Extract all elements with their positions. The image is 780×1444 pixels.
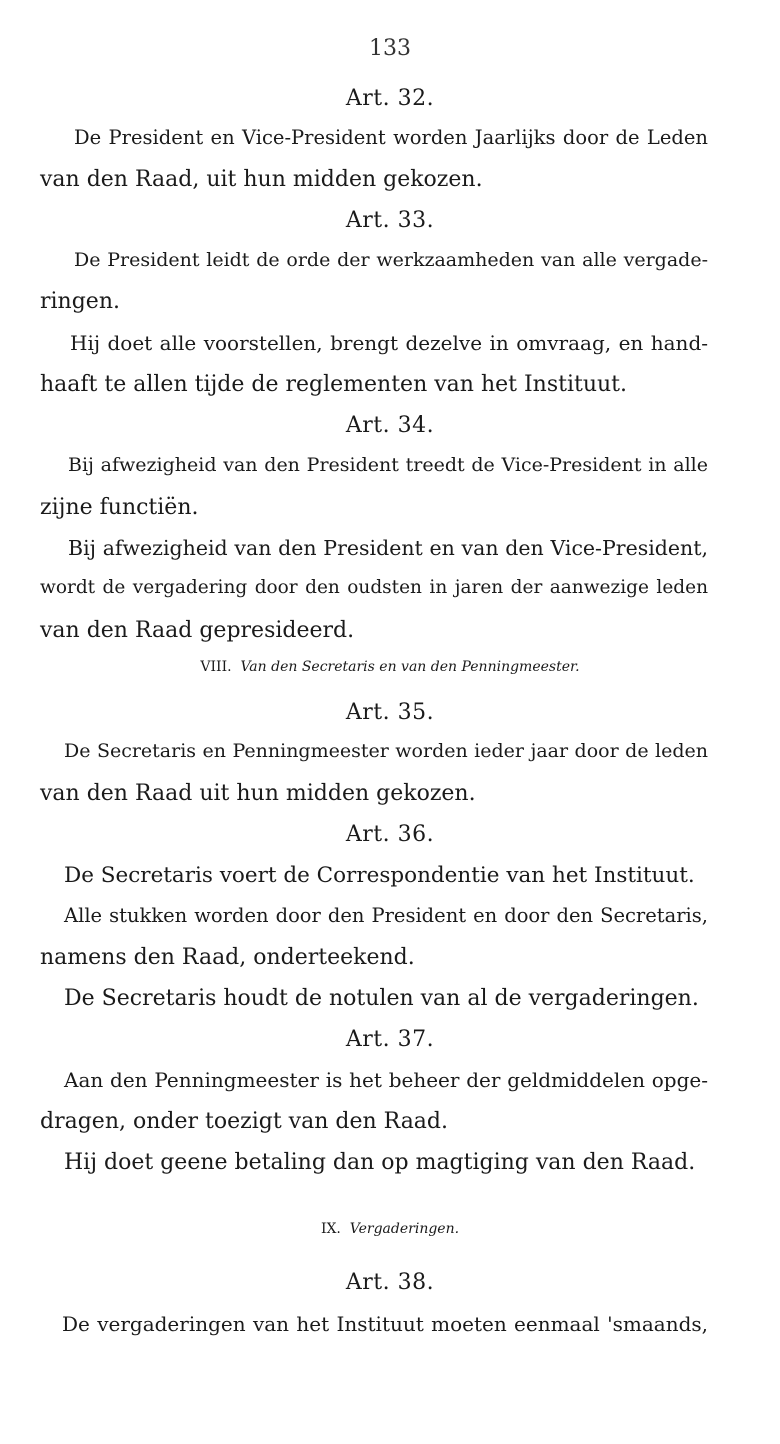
section-numeral: VIII. (200, 659, 232, 675)
article-heading: Art. 36. (345, 822, 435, 847)
article-heading: Art. 32. (345, 86, 435, 111)
text-line: Hij doet alle voorstellen, brengt dezelve in omvraag, en hand- (70, 331, 708, 355)
text-line: namens den Raad, onderteekend. (40, 945, 415, 970)
text-line: ringen. (40, 289, 120, 314)
section-numeral: IX. (320, 1221, 341, 1237)
text-line: Alle stukken worden door den President en door den Secretaris, (64, 904, 708, 927)
text-line: van den Raad uit hun midden gekozen. (40, 781, 476, 806)
text-line: Aan den Penningmeester is het beheer der geldmiddelen opge- (64, 1068, 708, 1092)
article-heading: Art. 35. (345, 700, 435, 725)
article-heading: Art. 38. (345, 1270, 435, 1295)
section-heading (0, 659, 780, 675)
text-line: zijne functiën. (40, 495, 199, 520)
text-line: Bij afwezigheid van den President en van den Vice-President, (68, 536, 708, 560)
text-line: Bij afwezigheid van den President treedt de Vice-President in alle (68, 454, 708, 476)
text-line: van den Raad gepresideerd. (40, 618, 355, 643)
section-title: Van den Secretaris en van den Penningmeester. (240, 659, 580, 675)
text-line: De Secretaris voert de Correspondentie van het Instituut. (64, 863, 695, 888)
text-line: De Secretaris en Penningmeester worden ieder jaar door de leden (64, 740, 708, 762)
text-line: De President leidt de orde der werkzaamheden van alle vergade- (74, 249, 708, 271)
section-title: Vergaderingen. (349, 1221, 460, 1237)
text-line: van den Raad, uit hun midden gekozen. (40, 167, 483, 192)
article-heading: Art. 34. (345, 413, 435, 438)
article-heading: Art. 37. (345, 1027, 435, 1052)
text-line: dragen, onder toezigt van den Raad. (40, 1109, 448, 1134)
article-heading: Art. 33. (345, 208, 435, 233)
section-heading (0, 1221, 780, 1237)
text-line: Hij doet geene betaling dan op magtiging van den Raad. (64, 1150, 696, 1175)
text-line: De vergaderingen van het Instituut moeten eenmaal 'smaands, (62, 1312, 708, 1336)
page-number: 133 (369, 36, 411, 61)
text-line: De President en Vice-President worden Jaarlijks door de Leden (74, 126, 708, 149)
text-line: wordt de vergadering door den oudsten in jaren der aanwezige leden (40, 577, 708, 598)
text-line: haaft te allen tijde de reglementen van het Instituut. (40, 372, 628, 397)
text-line: De Secretaris houdt de notulen van al de vergaderingen. (64, 986, 699, 1011)
